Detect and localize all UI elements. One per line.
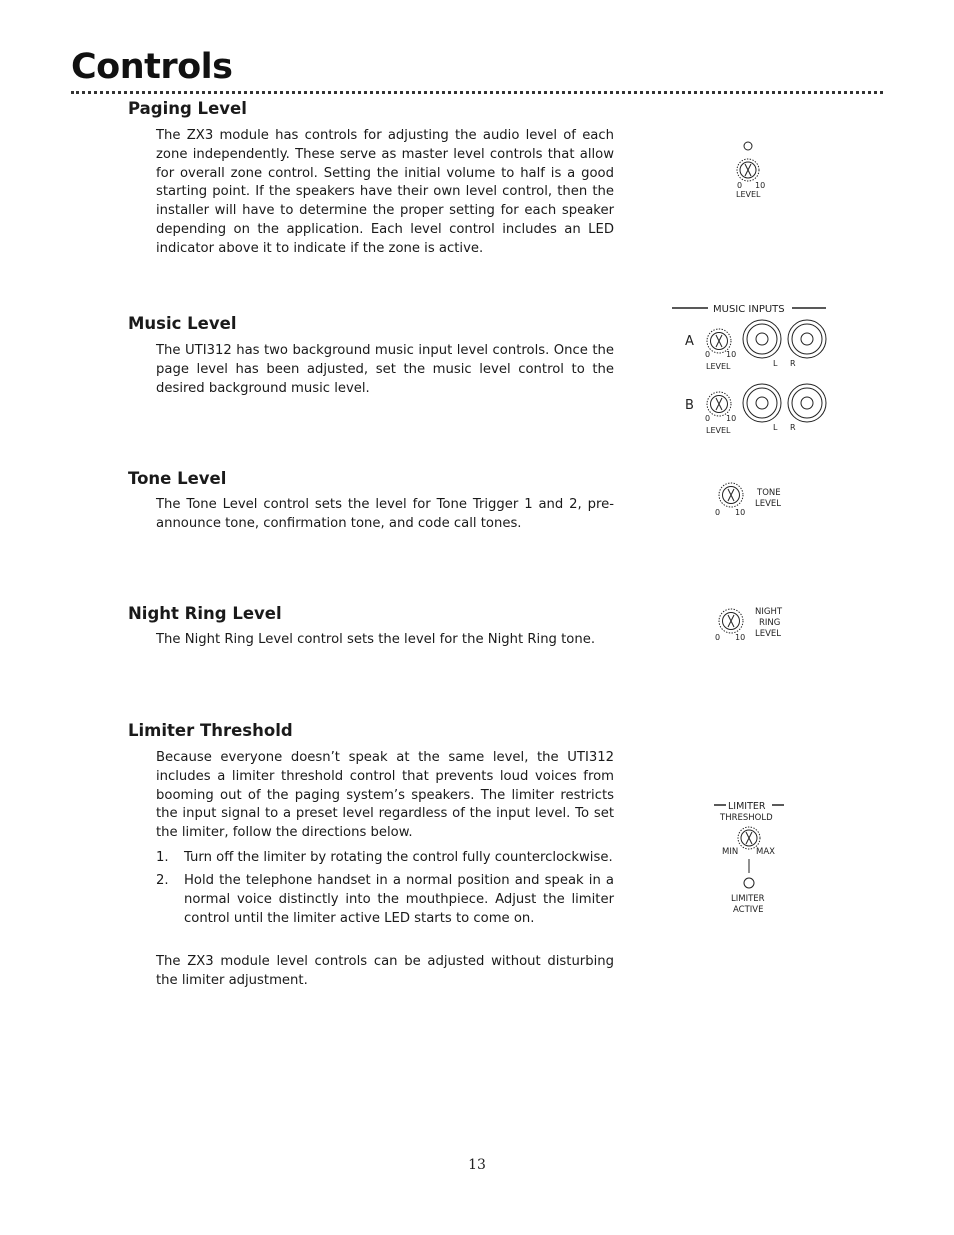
night-ring-knob-icon [719,609,743,633]
jack-right-label: R [790,423,796,432]
row-a-label: A [685,334,694,349]
night-ring-level-body: The Night Ring Level control sets the level for the Night Ring tone. [156,632,596,647]
knob-max-label: 10 [735,633,746,642]
knob-max-label: 10 [726,414,737,423]
zone-led-icon [744,142,752,150]
limiter-subtitle: THRESHOLD [720,813,773,823]
tone-level-figure [705,478,800,520]
page-title: Controls [71,47,233,87]
music-inputs-figure [668,300,834,440]
tone-level-heading: Tone Level [128,469,227,488]
limiter-led-label-2: ACTIVE [733,905,764,915]
jack-left-label: L [773,359,778,368]
knob-min-label: 0 [715,508,721,517]
step-text: Turn off the limiter by rotating the control fully counterclockwise. [184,850,613,865]
step-number: 1. [156,850,169,865]
knob-label: LEVEL [706,426,731,435]
rca-jack-icon [788,384,826,422]
knob-min-label: 0 [705,350,711,359]
limiter-threshold-knob-icon [738,827,760,849]
rca-jack-icon [743,320,781,358]
jack-right-label: R [790,359,796,368]
limiter-step-1 [156,849,614,869]
limiter-max-label: MAX [756,847,775,857]
rca-jack-icon [788,320,826,358]
knob-max-label: 10 [726,350,737,359]
tone-level-body: The Tone Level control sets the level for Tone Trigger 1 and 2, pre-announce tone, confirmation tone, and code call tones. [156,497,614,531]
knob-min-label: 0 [737,181,743,190]
tone-label-line-1: TONE [757,488,781,498]
limiter-min-label: MIN [722,847,739,857]
rca-jack-icon [743,384,781,422]
night-label-line-3: LEVEL [755,629,782,639]
music-level-heading: Music Level [128,314,237,333]
limiter-step-2 [156,872,614,952]
paging-level-body: The ZX3 module has controls for adjusting the audio level of each zone independently. These serve as master level controls that allow for overall zone control. Setting the initial volume to half is a good starting point. If the speakers have their own level control, then the installer will have to determine the proper setting for each speaker depending on the application. Each level control includes an LED indicator above it to indicate if the zone is active. [156,128,614,256]
night-ring-level-heading: Night Ring Level [128,604,282,623]
night-label-line-2: RING [759,618,781,628]
knob-max-label: 10 [755,181,766,190]
limiter-threshold-heading: Limiter Threshold [128,721,293,740]
step-text: Hold the telephone handset in a normal position and speak in a normal voice distinctly into the mouthpiece. Adjust the limiter control until the limiter active LED starts to come on. [184,873,614,926]
night-ring-level-figure [705,603,800,645]
page-number: 13 [468,1157,486,1173]
knob-min-label: 0 [715,633,721,642]
knob-label: LEVEL [706,362,731,371]
dotted-divider [71,91,883,94]
limiter-threshold-outro: The ZX3 module level controls can be adjusted without disturbing the limiter adjustment. [156,954,614,988]
tone-level-knob-icon [719,483,743,507]
limiter-active-led-icon [744,878,754,888]
knob-max-label: 10 [735,508,746,517]
limiter-threshold-figure [710,797,790,919]
step-number: 2. [156,873,169,888]
limiter-threshold-intro: Because everyone doesn’t speak at the same level, the UTI312 includes a limiter threshold control that prevents loud voices from booming out of the paging system’s speakers. The limiter restricts the input signal to a preset level regardless of the input level. To set the limiter, follow the directions below. [156,750,614,841]
limiter-led-label-1: LIMITER [731,894,765,904]
music-level-body: The UTI312 has two background music input level controls. Once the page level has been adjusted, set the music level control to the desired background music level. [156,343,614,396]
limiter-title: LIMITER [728,801,766,812]
music-inputs-title: MUSIC INPUTS [713,304,785,315]
row-b-label: B [685,398,694,413]
knob-min-label: 0 [705,414,711,423]
knob-label: LEVEL [736,190,761,199]
level-knob-icon [737,159,759,181]
music-b-level-knob-icon [707,392,731,416]
tone-label-line-2: LEVEL [755,499,782,509]
paging-level-figure [720,135,780,205]
jack-left-label: L [773,423,778,432]
paging-level-heading: Paging Level [128,99,247,118]
night-label-line-1: NIGHT [755,607,783,617]
